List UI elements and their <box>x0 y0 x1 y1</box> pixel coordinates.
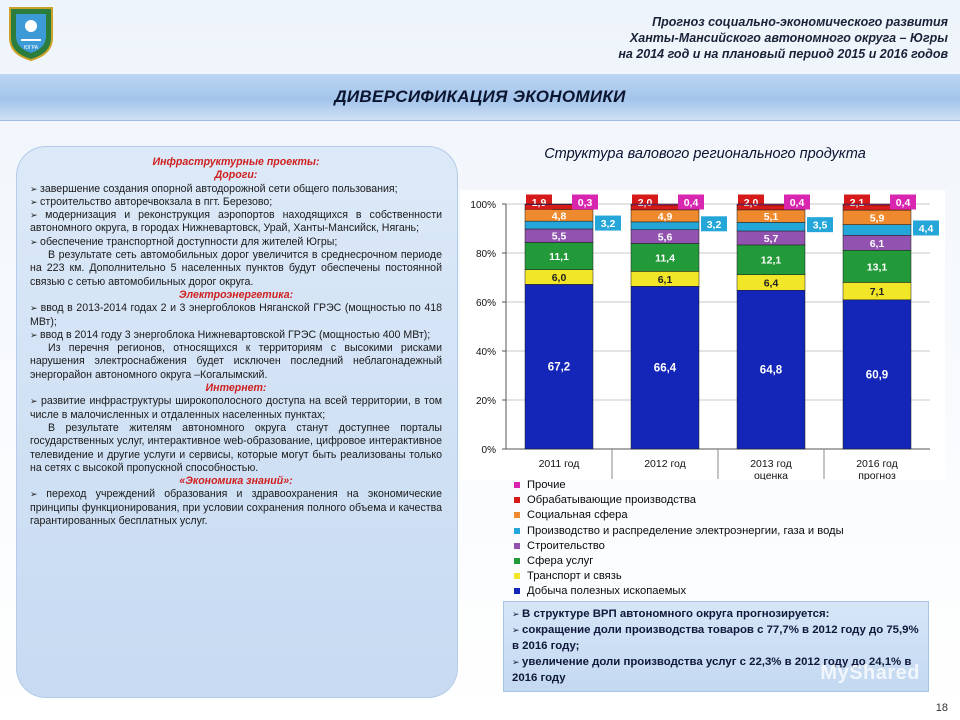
bar-seg-4-0 <box>525 221 593 229</box>
data-label-0-2: 64,8 <box>759 364 783 377</box>
internet-bullet-1: ➢ развитие инфраструктуры широкополосного доступа на всей территории, в том числе в малочисленных и отдаленных населенных пунктах; <box>30 395 442 422</box>
legend-label: Сфера услуг <box>527 554 594 567</box>
x-tick-label-3: 2016 год прогноз <box>856 458 898 480</box>
legend-swatch <box>514 543 520 549</box>
knowledge-bullet-1: ➢ переход учреждений образования и здравоохранения на экономические принципы функционирования, при условии сохранения полного объема и качества гарантированных бесплатных услуг. <box>30 488 442 528</box>
heading-roads: Дороги: <box>214 169 258 182</box>
legend-label: Прочие <box>527 479 566 491</box>
heading-internet: Интернет: <box>205 382 267 395</box>
y-tick-label-3: 60% <box>475 298 496 309</box>
chart-legend <box>514 478 954 600</box>
data-label-2-3: 13,1 <box>866 261 888 274</box>
data-label-4-3: 4,4 <box>918 222 934 235</box>
roads-bullet-1: ➢ завершение создания опорной автодорожной сети общего пользования; <box>30 183 442 196</box>
roads-paragraph: В результате сеть автомобильных дорог увеличится в среднесрочном периоде на 223 км. Дополнительно 5 населенных пунктов будут обеспечены постоянной связью с сетью автомобильных дорог округа. <box>30 249 442 288</box>
internet-paragraph: В результате жителям автономного округа станут доступнее порталы государственных услуг, интерактивное web-образование, цифровое интерактивное телевидение и другие услуги и сервисы, которые могут быть реализованы только на сетях с высокой пропускной способностью. <box>30 421 442 474</box>
data-label-4-2: 3,5 <box>812 219 828 232</box>
heading-knowledge-economy: «Экономика знаний»: <box>179 475 293 488</box>
callout-line-1: ➢ В структуре ВРП автономного округа прогнозируется: <box>512 606 920 622</box>
data-label-5-2: 5,1 <box>763 211 779 224</box>
y-tick-label-1: 20% <box>475 396 496 407</box>
data-label-5-3: 5,9 <box>869 212 885 225</box>
y-tick-label-4: 80% <box>475 249 496 260</box>
data-label-0-0: 67,2 <box>547 361 571 374</box>
legend-swatch <box>514 558 520 564</box>
bar-seg-4-2 <box>737 222 805 231</box>
roads-bullet-2: ➢ строительство авторечвокзала в пгт. Березово; <box>30 196 442 209</box>
data-label-7-3: 0,4 <box>895 197 911 209</box>
y-tick-label-0: 0% <box>481 445 496 456</box>
x-tick-label-0: 2011 год <box>538 458 580 470</box>
energy-paragraph: Из перечня регионов, относящихся к территориям с высокими рисками нарушения электроснабжения будет исключен последний неблагонадежный энергорайон автономного округа –Когалымский. <box>30 342 442 381</box>
data-label-5-1: 4,9 <box>657 210 673 223</box>
data-label-6-0: 1,9 <box>531 197 547 209</box>
legend-swatch <box>514 512 520 518</box>
legend-item <box>514 524 954 539</box>
legend-label: Строительство <box>527 539 605 552</box>
legend-label: Обрабатывающие производства <box>527 494 697 507</box>
bar-seg-4-1 <box>631 222 699 230</box>
legend-item <box>514 554 954 569</box>
legend-item <box>514 569 954 584</box>
page-title: ДИВЕРСИФИКАЦИЯ ЭКОНОМИКИ <box>334 87 626 106</box>
roads-bullet-4: ➢ обеспечение транспортной доступности для жителей Югры; <box>30 236 442 249</box>
legend-label: Транспорт и связь <box>527 570 622 583</box>
energy-bullet-1: ➢ ввод в 2013-2014 годах 2 и 3 энергоблоков Няганской ГРЭС (мощностью по 418 МВт); <box>30 302 442 329</box>
legend-swatch <box>514 588 520 594</box>
legend-item <box>514 584 954 599</box>
data-label-6-3: 2,1 <box>849 197 865 209</box>
data-label-4-1: 3,2 <box>706 218 722 231</box>
data-label-2-1: 11,4 <box>655 252 675 265</box>
x-tick-label-1: 2012 год <box>644 458 686 470</box>
page-number: 18 <box>935 702 948 714</box>
data-label-0-1: 66,4 <box>653 362 677 375</box>
legend-item <box>514 493 954 508</box>
data-label-7-2: 0,4 <box>789 197 805 209</box>
roads-bullet-3: ➢ модернизация и реконструкция аэропортов находящихся в собственности автономного округа, в городах Нижневартовск, Урай, Ханты-Мансийск, Нягань; <box>30 209 442 236</box>
data-label-5-0: 4,8 <box>551 210 567 223</box>
data-label-3-2: 5,7 <box>763 232 779 245</box>
data-label-7-1: 0,4 <box>683 197 699 209</box>
x-tick-label-2: 2013 год оценка <box>750 458 792 480</box>
legend-label: Социальная сфера <box>527 509 628 522</box>
header-line-3: на 2014 год и на плановый период 2015 и 2016 годов <box>618 47 948 61</box>
legend-label: Производство и распределение электроэнергии, газа и воды <box>527 524 844 537</box>
callout-line-3: ➢ увеличение доли производства услуг с 22,3% в 2012 году до 24,1% в 2016 году <box>512 654 920 686</box>
chart-title: Структура валового регионального продукта <box>544 146 866 162</box>
data-label-7-0: 0,3 <box>577 197 593 209</box>
data-label-2-2: 12,1 <box>760 254 782 267</box>
data-label-3-3: 6,1 <box>869 237 885 250</box>
watermark: MyShared <box>820 662 920 684</box>
callout-line-2: ➢ сокращение доли производства товаров с 77,7% в 2012 году до 75,9% в 2016 году; <box>512 622 920 654</box>
data-label-6-1: 2,0 <box>637 197 653 209</box>
legend-swatch <box>514 497 520 503</box>
heading-energy: Электроэнергетика: <box>178 288 294 301</box>
data-label-2-0: 11,1 <box>549 251 569 264</box>
heading-infrastructure: Инфраструктурные проекты: <box>152 156 320 168</box>
y-tick-label-5: 100% <box>470 200 496 211</box>
data-label-0-3: 60,9 <box>865 369 889 382</box>
header-line-2: Ханты-Мансийского автономного округа – Югры <box>629 31 948 45</box>
legend-swatch <box>514 482 520 488</box>
data-label-1-3: 7,1 <box>869 286 885 299</box>
data-label-1-1: 6,1 <box>657 273 673 286</box>
legend-label: Добыча полезных ископаемых <box>527 585 687 598</box>
header-line-1: Прогноз социально-экономического развития <box>652 15 948 29</box>
data-label-1-2: 6,4 <box>763 277 779 290</box>
energy-bullet-2: ➢ ввод в 2014 году 3 энергоблока Нижневартовской ГРЭС (мощностью 400 МВт); <box>30 329 442 342</box>
emblem-label: ЮГРА <box>23 45 39 51</box>
legend-item <box>514 508 954 523</box>
legend-swatch <box>514 573 520 579</box>
y-tick-label-2: 40% <box>475 347 496 358</box>
bar-seg-4-3 <box>843 225 911 236</box>
legend-swatch <box>514 528 520 534</box>
data-label-1-0: 6,0 <box>551 272 567 285</box>
legend-item <box>514 539 954 554</box>
data-label-3-1: 5,6 <box>657 231 673 244</box>
legend-item <box>514 478 954 493</box>
data-label-6-2: 2,0 <box>743 197 759 209</box>
data-label-3-0: 5,5 <box>551 230 567 243</box>
data-label-4-0: 3,2 <box>600 218 616 231</box>
